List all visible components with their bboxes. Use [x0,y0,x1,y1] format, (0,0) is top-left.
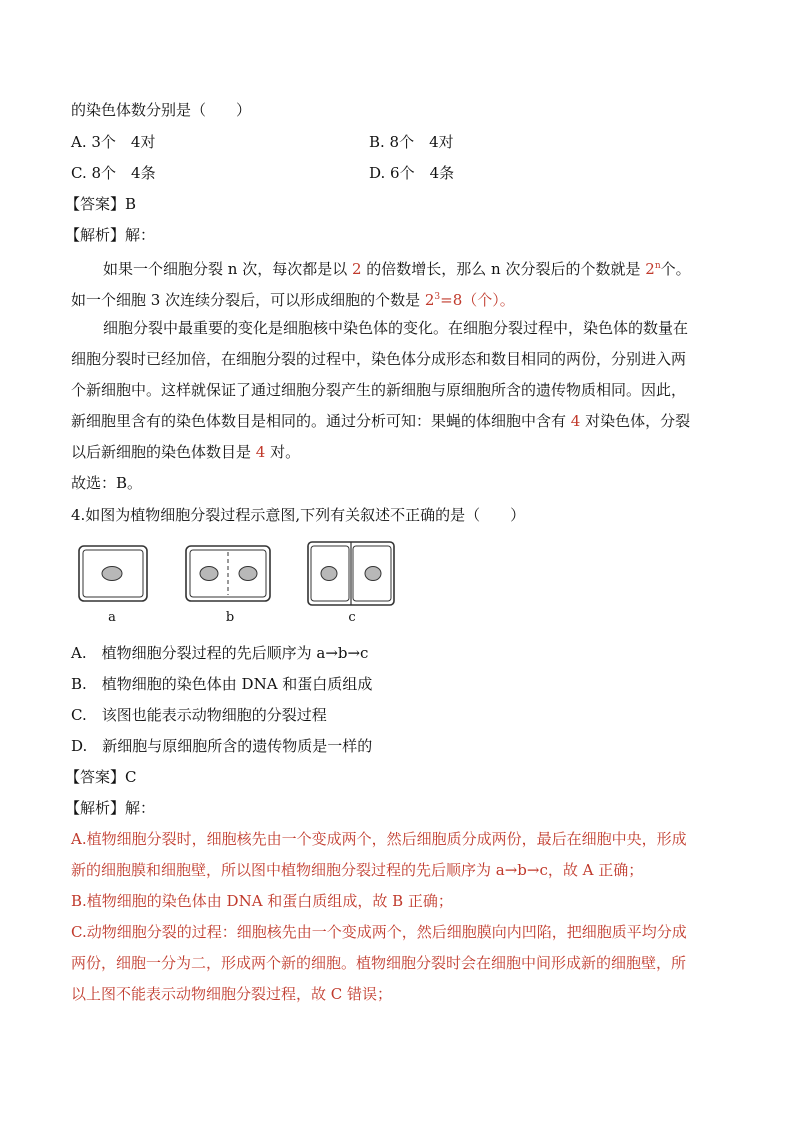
q3-answer [65,194,136,214]
nucleus [365,567,381,581]
text-run: 2 [351,260,362,278]
q4-option-c: C. 该图也能表示动物细胞的分裂过程 [71,706,327,724]
answer-label: 【答案】 [65,195,126,213]
q4-analysis-a-line2: 新的细胞膜和细胞壁，所以图中植物细胞分裂过程的先后顺序为 a→b→c，故 A 正确； [71,861,644,879]
text-run: 如一个细胞 3 次连续分裂后，可以形成细胞的个数是 [71,291,425,309]
base: 2 [645,260,655,278]
exponent: n [654,261,661,271]
answer-value: B [125,195,137,213]
nucleus [102,567,122,581]
cell-division-figure [75,538,405,613]
nucleus [321,567,337,581]
q3-para1-line2 [71,287,515,310]
result: =8（个）。 [440,291,515,309]
q4-stem: 4.如图为植物细胞分裂过程示意图,下列有关叙述不正确的是（ ） [71,506,526,524]
q3-option-d: D. 6个 4条 [369,164,455,182]
text-run: 对染色体，分裂 [580,412,691,430]
analysis-label: 【解析】 [65,226,126,244]
exponent: 3 [434,292,441,302]
text-run: 以后新细胞的染色体数目是 [71,443,256,461]
q3-conclusion: 故选：B。 [71,474,143,492]
figure-label-b: b [225,610,235,625]
q4-analysis-c-line3: 以上图不能表示动物细胞分裂过程，故 C 错误； [71,985,393,1003]
q4-analysis-c-line1: C.动物细胞分裂的过程：细胞核先由一个变成两个，然后细胞膜向内凹陷，把细胞质平均分成 [71,923,687,941]
nucleus [239,567,257,581]
cell-a [79,546,147,601]
q3-para1-line1 [103,256,691,279]
power-expression [425,291,515,309]
q3-stem-tail: 的染色体数分别是（ ） [71,101,252,119]
q3-option-a: A. 3个 4对 [71,133,156,151]
answer-label: 【答案】 [65,768,126,786]
figure-label-a: a [108,610,116,625]
answer-value: C [125,768,137,786]
text-run: 4 [570,412,581,430]
cell-c [308,542,394,605]
q3-para2-line4 [71,411,690,431]
q4-answer [65,767,137,787]
q3-option-b: B. 8个 4对 [369,133,454,151]
analysis-intro: 解： [125,226,156,244]
q4-option-d: D. 新细胞与原细胞所含的遗传物质是一样的 [71,737,373,755]
text-run: 如果一个细胞分裂 n 次，每次都是以 [103,260,352,278]
text-run: 个。 [660,260,691,278]
q4-analysis-c-line2: 两份，细胞一分为二，形成两个新的细胞。植物细胞分裂时会在细胞中间形成新的细胞壁，所 [71,954,687,972]
q4-option-b: B. 植物细胞的染色体由 DNA 和蛋白质组成 [71,675,373,693]
q3-para2-line5 [71,442,300,462]
nucleus [200,567,218,581]
text-run: 4 [255,443,266,461]
cell-b [186,546,270,601]
q4-analysis-b-line1: B.植物细胞的染色体由 DNA 和蛋白质组成，故 B 正确； [71,892,453,910]
base: 2 [424,291,435,309]
q4-analysis-a-line1: A.植物细胞分裂时，细胞核先由一个变成两个，然后细胞质分成两份，最后在细胞中央，形成 [71,830,687,848]
figure-label-c: c [348,610,356,625]
q4-analysis-heading [65,798,155,818]
q3-analysis-heading [65,225,155,245]
text-run: 新细胞里含有的染色体数目是相同的。通过分析可知：果蝇的体细胞中含有 [71,412,571,430]
q4-option-a: A. 植物细胞分裂过程的先后顺序为 a→b→c [71,644,369,662]
analysis-intro: 解： [125,799,156,817]
text-run: 的倍数增长，那么 n 次分裂后的个数就是 [361,260,646,278]
text-run: 对。 [265,443,301,461]
q3-para2-line3: 个新细胞中。这样就保证了通过细胞分裂产生的新细胞与原细胞所含的遗传物质相同。因此， [71,381,687,399]
q3-para2-line1: 细胞分裂中最重要的变化是细胞核中染色体的变化。在细胞分裂过程中，染色体的数量在 [103,319,689,337]
analysis-label: 【解析】 [65,799,126,817]
q3-option-c: C. 8个 4条 [71,164,156,182]
power-expression [645,260,660,278]
q3-para2-line2: 细胞分裂时已经加倍，在细胞分裂的过程中，染色体分成形态和数目相同的两份，分别进入两 [71,350,687,368]
